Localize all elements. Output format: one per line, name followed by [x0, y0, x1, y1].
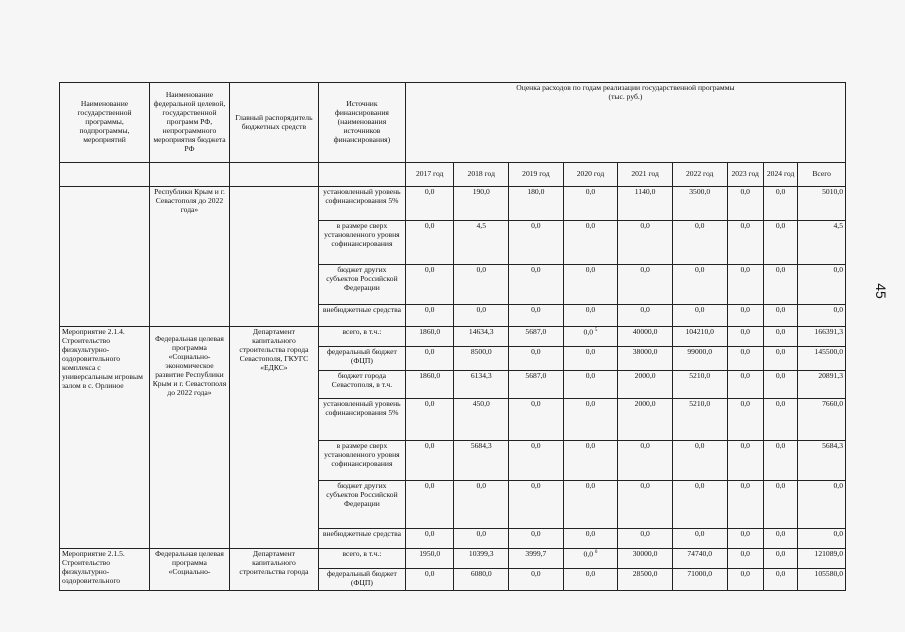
- source-cell: бюджет города Севастополя, в т.ч.: [318, 371, 405, 399]
- page-number: 45: [872, 283, 889, 299]
- value-cell: 5687,0: [509, 371, 564, 399]
- year-header: 2024 год: [763, 163, 797, 187]
- value-cell: 2000,0: [618, 371, 673, 399]
- value-cell: 14634,3: [454, 327, 509, 347]
- year-header: 2023 год: [727, 163, 763, 187]
- value-cell: 0,0: [405, 481, 454, 529]
- manager-cell: [229, 187, 318, 327]
- source-cell: федеральный бюджет (ФЦП): [318, 347, 405, 371]
- value-cell: 40000,0: [618, 327, 673, 347]
- total-cell: 0,0: [798, 305, 846, 327]
- value-cell: 0,0: [727, 399, 763, 441]
- header-estimate-title: Оценка расходов по годам реализации государственной программы: [516, 83, 735, 92]
- source-cell: в размере сверх установленного уровня софинансирования: [318, 221, 405, 265]
- table-row: [60, 549, 846, 569]
- value-cell: 0,0: [509, 399, 564, 441]
- value-cell: 1860,0: [405, 371, 454, 399]
- empty-cell: [60, 163, 150, 187]
- value-cell: 0,0: [763, 327, 797, 347]
- header-row: [60, 83, 846, 163]
- value-cell: 104210,0: [672, 327, 727, 347]
- value-text: 0,0: [583, 327, 594, 337]
- value-cell: 71000,0: [672, 569, 727, 591]
- total-cell: 145500,0: [798, 347, 846, 371]
- year-header: 2017 год: [405, 163, 454, 187]
- value-cell: 0,0: [672, 305, 727, 327]
- value-cell: 0,0: [727, 265, 763, 305]
- value-cell: 0,0: [672, 441, 727, 481]
- federal-program-cell: Федеральная целевая программа «Социально-: [150, 549, 230, 591]
- source-cell: бюджет других субъектов Российской Федерации: [318, 481, 405, 529]
- value-cell: 0,0: [405, 441, 454, 481]
- value-cell: 0,0: [727, 481, 763, 529]
- value-cell: 0,0: [563, 347, 618, 371]
- manager-cell: Департамент капитального строительства города Севастополя, ГКУГС «ЕДКС»: [229, 327, 318, 549]
- source-cell: бюджет других субъектов Российской Федерации: [318, 265, 405, 305]
- value-cell: 0,0: [727, 327, 763, 347]
- value-cell: 0,0: [727, 221, 763, 265]
- value-cell: 0,0: [509, 529, 564, 549]
- source-cell: внебюджетные средства: [318, 305, 405, 327]
- value-cell: 0,0: [509, 347, 564, 371]
- value-cell: 4,5: [454, 221, 509, 265]
- value-cell: 0,0: [563, 529, 618, 549]
- value-cell: 0,0: [727, 371, 763, 399]
- value-cell: 0,0: [454, 529, 509, 549]
- source-cell: федеральный бюджет (ФЦП): [318, 569, 405, 591]
- total-cell: 5010,0: [798, 187, 846, 221]
- value-cell: 0,0: [509, 305, 564, 327]
- value-cell: 3999,7: [509, 549, 564, 569]
- value-cell: 10399,3: [454, 549, 509, 569]
- program-cell: Мероприятие 2.1.5. Строительство физкультурно-оздоровительного: [60, 549, 150, 591]
- value-cell: [563, 327, 618, 347]
- header-federal: Наименование федеральной целевой, государственной программ РФ, непрограммного мероприятия бюджета РФ: [150, 83, 230, 163]
- value-cell: 0,0: [763, 221, 797, 265]
- year-header: 2020 год: [563, 163, 618, 187]
- total-cell: 0,0: [798, 265, 846, 305]
- value-cell: 30000,0: [618, 549, 673, 569]
- value-cell: 0,0: [763, 305, 797, 327]
- value-cell: 0,0: [763, 529, 797, 549]
- value-cell: 0,0: [763, 569, 797, 591]
- year-header: 2018 год: [454, 163, 509, 187]
- source-cell: внебюджетные средства: [318, 529, 405, 549]
- value-cell: 0,0: [727, 529, 763, 549]
- value-cell: 190,0: [454, 187, 509, 221]
- federal-program-cell: Федеральная целевая программа «Социально-экономическое развитие Республики Крым и г. Севастополя до 2022 года»: [150, 327, 230, 549]
- value-cell: 0,0: [563, 187, 618, 221]
- value-cell: 0,0: [405, 305, 454, 327]
- value-cell: 38000,0: [618, 347, 673, 371]
- federal-program-cell: Республики Крым и г. Севастополя до 2022 года»: [150, 187, 230, 327]
- value-cell: 5684,3: [454, 441, 509, 481]
- year-header: 2019 год: [509, 163, 564, 187]
- value-cell: 74740,0: [672, 549, 727, 569]
- table-row: [60, 327, 846, 347]
- value-cell: 0,0: [618, 481, 673, 529]
- value-cell: 0,0: [672, 221, 727, 265]
- value-cell: [563, 549, 618, 569]
- value-cell: 6134,3: [454, 371, 509, 399]
- value-cell: 0,0: [763, 441, 797, 481]
- value-cell: 0,0: [763, 371, 797, 399]
- total-cell: 5684,3: [798, 441, 846, 481]
- value-cell: 0,0: [405, 265, 454, 305]
- value-cell: 0,0: [563, 441, 618, 481]
- value-cell: 0,0: [563, 399, 618, 441]
- total-cell: 0,0: [798, 481, 846, 529]
- total-cell: 0,0: [798, 529, 846, 549]
- total-cell: 105580,0: [798, 569, 846, 591]
- value-cell: 3500,0: [672, 187, 727, 221]
- value-cell: 0,0: [405, 347, 454, 371]
- footnote-mark: 6: [594, 550, 598, 555]
- value-cell: 0,0: [618, 305, 673, 327]
- value-cell: 0,0: [672, 481, 727, 529]
- value-cell: 0,0: [563, 305, 618, 327]
- value-cell: 0,0: [727, 569, 763, 591]
- value-cell: 0,0: [763, 187, 797, 221]
- header-estimate: [405, 83, 845, 163]
- value-cell: 0,0: [672, 265, 727, 305]
- value-cell: 1860,0: [405, 327, 454, 347]
- budget-table: [59, 82, 846, 591]
- source-cell: всего, в т.ч.:: [318, 549, 405, 569]
- value-cell: 0,0: [509, 441, 564, 481]
- value-cell: 0,0: [763, 549, 797, 569]
- value-cell: 0,0: [672, 529, 727, 549]
- value-text: 0,0: [583, 549, 594, 559]
- value-cell: 28500,0: [618, 569, 673, 591]
- manager-cell: Департамент капитального строительства города: [229, 549, 318, 591]
- value-cell: 8500,0: [454, 347, 509, 371]
- source-cell: установленный уровень софинансирования 5%: [318, 399, 405, 441]
- value-cell: 0,0: [618, 221, 673, 265]
- source-cell: в размере сверх установленного уровня софинансирования: [318, 441, 405, 481]
- total-header: Всего: [798, 163, 846, 187]
- value-cell: 0,0: [509, 481, 564, 529]
- empty-cell: [150, 163, 230, 187]
- value-cell: 0,0: [509, 569, 564, 591]
- value-cell: 0,0: [509, 221, 564, 265]
- value-cell: 0,0: [405, 399, 454, 441]
- table-row: [60, 187, 846, 221]
- header-source: Источник финансирования (наименования источников финансирования): [318, 83, 405, 163]
- total-cell: 121089,0: [798, 549, 846, 569]
- program-cell: Мероприятие 2.1.4. Строительство физкультурно-оздоровительного комплекса с универсальным игровым залом в с. Орлиное: [60, 327, 150, 549]
- value-cell: 1140,0: [618, 187, 673, 221]
- header-manager: Главный распорядитель бюджетных средств: [229, 83, 318, 163]
- value-cell: 0,0: [405, 569, 454, 591]
- source-cell: установленный уровень софинансирования 5%: [318, 187, 405, 221]
- value-cell: 0,0: [405, 221, 454, 265]
- value-cell: 0,0: [763, 347, 797, 371]
- empty-cell: [229, 163, 318, 187]
- value-cell: 0,0: [454, 481, 509, 529]
- year-header: 2021 год: [618, 163, 673, 187]
- value-cell: 0,0: [618, 441, 673, 481]
- total-cell: 4,5: [798, 221, 846, 265]
- value-cell: 0,0: [563, 265, 618, 305]
- value-cell: 0,0: [563, 371, 618, 399]
- value-cell: 0,0: [763, 265, 797, 305]
- value-cell: 2000,0: [618, 399, 673, 441]
- program-cell: [60, 187, 150, 327]
- value-cell: 6080,0: [454, 569, 509, 591]
- source-cell: всего, в т.ч.:: [318, 327, 405, 347]
- value-cell: 1950,0: [405, 549, 454, 569]
- value-cell: 0,0: [727, 441, 763, 481]
- value-cell: 0,0: [563, 569, 618, 591]
- value-cell: 0,0: [454, 265, 509, 305]
- value-cell: 0,0: [727, 305, 763, 327]
- total-cell: 20891,3: [798, 371, 846, 399]
- value-cell: 0,0: [763, 481, 797, 529]
- year-header: 2022 год: [672, 163, 727, 187]
- value-cell: 0,0: [405, 529, 454, 549]
- header-estimate-unit: (тыс. руб.): [608, 91, 643, 101]
- value-cell: 5210,0: [672, 399, 727, 441]
- value-cell: 450,0: [454, 399, 509, 441]
- value-cell: 0,0: [454, 305, 509, 327]
- total-cell: 166391,3: [798, 327, 846, 347]
- value-cell: 0,0: [763, 399, 797, 441]
- empty-cell: [318, 163, 405, 187]
- footnote-mark: 5: [594, 328, 598, 333]
- total-cell: 7660,0: [798, 399, 846, 441]
- value-cell: 5210,0: [672, 371, 727, 399]
- value-cell: 180,0: [509, 187, 564, 221]
- header-program: Наименование государственной программы, подпрограммы, мероприятий: [60, 83, 150, 163]
- value-cell: 5687,0: [509, 327, 564, 347]
- value-cell: 0,0: [405, 187, 454, 221]
- value-cell: 0,0: [563, 481, 618, 529]
- value-cell: 0,0: [509, 265, 564, 305]
- value-cell: 0,0: [727, 549, 763, 569]
- value-cell: 0,0: [563, 221, 618, 265]
- value-cell: 0,0: [618, 529, 673, 549]
- value-cell: 99000,0: [672, 347, 727, 371]
- years-row: [60, 163, 846, 187]
- value-cell: 0,0: [727, 187, 763, 221]
- value-cell: 0,0: [727, 347, 763, 371]
- value-cell: 0,0: [618, 265, 673, 305]
